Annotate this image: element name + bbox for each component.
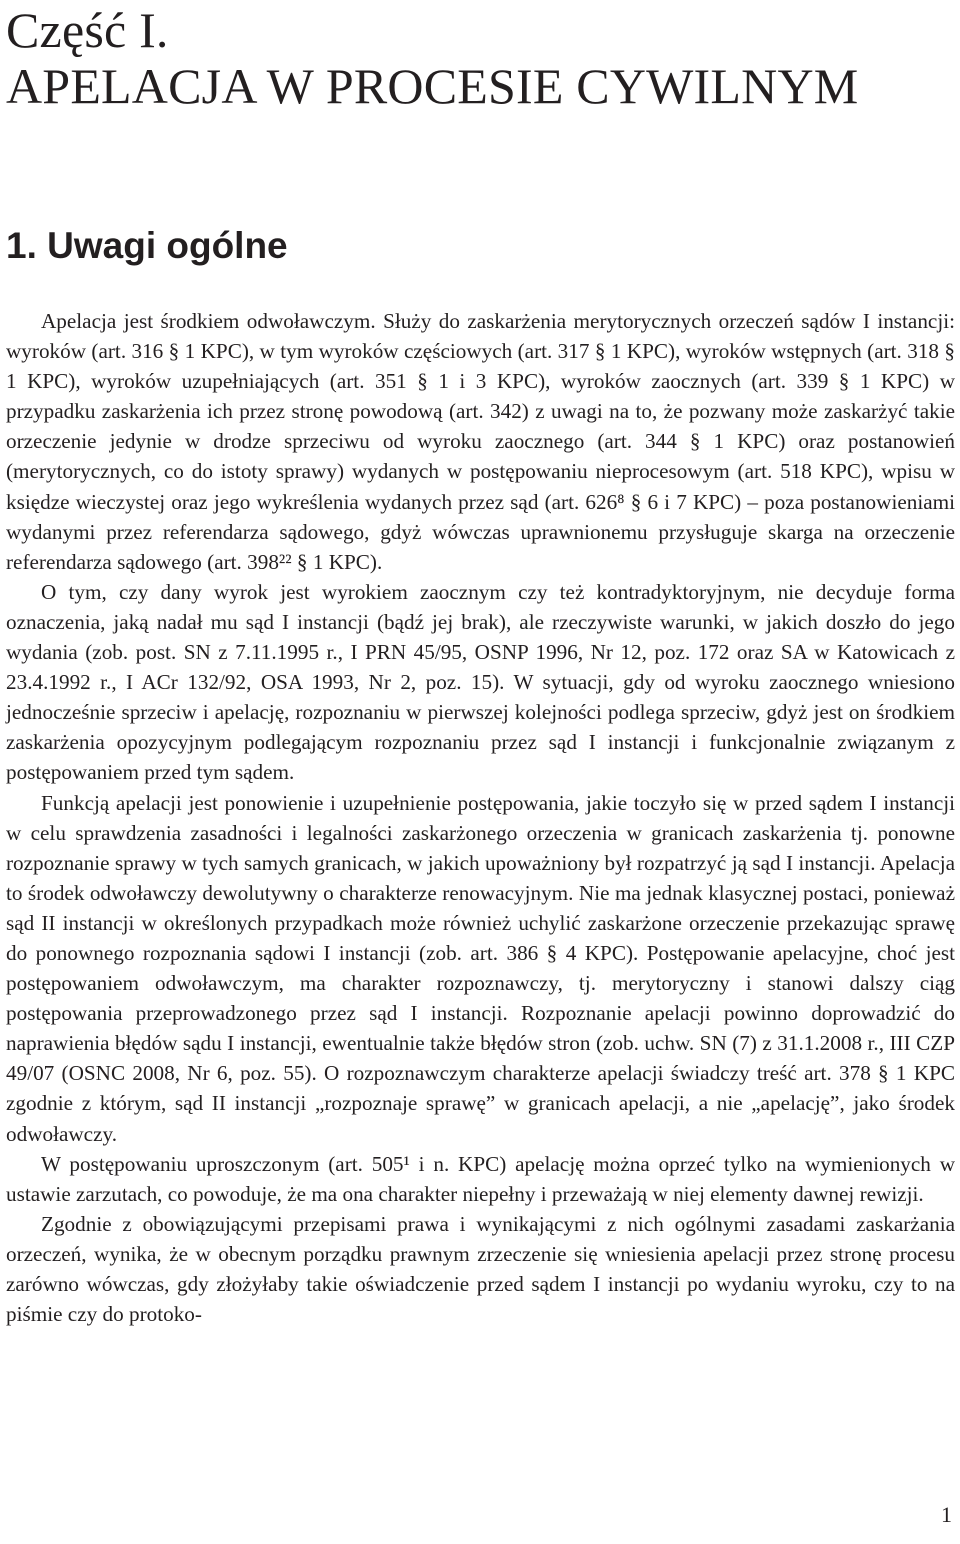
paragraph: O tym, czy dany wyrok jest wyrokiem zaocznym czy też kontradyktoryjnym, nie decyduje forma oznaczenia, jaką nadał mu sąd I instancji (bądź jej brak), ale rzeczywiste warunki, w jakich doszło do jego wydania (zob. post. SN z 7.11.1995 r., I PRN 45/95, OSNP 1996, Nr 12, poz. 172 oraz SA w Katowicach z 23.4.1992 r., I ACr 132/92, OSA 1993, Nr 2, poz. 15). W sytuacji, gdy od wyroku zaocznego wniesiono jednocześnie sprzeciw i apelację, rozpoznaniu w pierwszej kolejności podlega sprzeciw, gdyż jest on środkiem zaskarżenia opozycyjnym podlegającym rozpoznaniu przez sąd I instancji i funkcjonalnie związanym z postępowaniem przed tym sądem. <box>6 579 955 785</box>
paragraph: Apelacja jest środkiem odwoławczym. Służy do zaskarżenia merytorycznych orzeczeń sądów I instancji: wyroków (art. 316 § 1 KPC), w tym wyroków częściowych (art. 317 § 1 KPC), wyroków wstępnych (art. 318 § 1 KPC), wyroków uzupełniających (art. 351 § 1 i 3 KPC), wyroków zaocznych (art. 339 § 1 KPC) w przypadku zaskarżenia ich przez stronę powodową (art. 342) z uwagi na to, że pozwany może zaskarżyć takie orzeczenie jedynie w drodze sprzeciwu od wyroku zaocznego (art. 344 § 1 KPC) oraz postanowień (merytorycznych, co do istoty sprawy) wydanych w postępowaniu nieprocesowym (art. 518 KPC), wpisu w księdze wieczystej oraz jego wykreślenia wydanych przez sąd (art. 626⁸ § 6 i 7 KPC) – poza postanowieniami wydanymi przez referendarza sądowego, gdyż wówczas uprawnionemu przysługuje skarga na orzeczenie referendarza sądowego (art. 398²² § 1 KPC). <box>6 309 955 574</box>
paragraph: Funkcją apelacji jest ponowienie i uzupełnienie postępowania, jakie toczyło się w przed sądem I instancji w celu sprawdzenia zasadności i legalności zaskarżonego orzeczenia w granicach zaskarżenia tj. ponowne rozpoznanie sprawy w tych samych granicach, w jakich upoważniony był rozpatrzyć ją sąd I instancji. Apelacja to środek odwoławczy dewolutywny o charakterze renowacyjnym. Nie ma jednak klasycznej postaci, ponieważ sąd II instancji w określonych przypadkach może również uchylić zaskarżone orzeczenie przekazując sprawę do ponownego rozpoznania sądowi I instancji (zob. art. 386 § 4 KPC). Postępowanie apelacyjne, choć jest postępowaniem odwoławczym, ma charakter rozpoznawczy, tj. merytoryczny i stanowi dalszy ciąg postępowania przeprowadzonego przez sąd I instancji. Rozpoznanie apelacji powinno doprowadzić do naprawienia błędów sądu I instancji, ewentualnie także błędów stron (zob. uchw. SN (7) z 31.1.2008 r., III CZP 49/07 (OSNC 2008, Nr 6, poz. 55). O rozpoznawczym charakterze apelacji świadczy treść art. 378 § 1 KPC zgodnie z którym, sąd II instancji „rozpoznaje sprawę” w granicach apelacji, a nie „apelację”, jako środek odwoławczy. <box>6 790 955 1146</box>
body-text <box>6 306 955 1329</box>
part-number: Część I. <box>6 2 169 58</box>
part-title <box>6 2 956 114</box>
paragraph: Zgodnie z obowiązującymi przepisami prawa i wynikającymi z nich ogólnymi zasadami zaskarżania orzeczeń, wynika, że w obecnym porządku prawnym zrzeczenie się wniesienia apelacji przez stronę procesu zarówno wówczas, gdy złożyłaby takie oświadczenie przed sądem I instancji po wydaniu wyroku, czy to na piśmie czy do protoko- <box>6 1211 955 1327</box>
section-title: 1. Uwagi ogólne <box>6 225 288 266</box>
page-number: 1 <box>941 1502 952 1527</box>
part-heading: APELACJA W PROCESIE CYWILNYM <box>6 58 859 114</box>
paragraph: W postępowaniu uproszczonym (art. 505¹ i n. KPC) apelację można oprzeć tylko na wymienionych w ustawie zarzutach, co powoduje, że ma ona charakter niepełny i przeważają w niej elementy dawnej rewizji. <box>6 1151 955 1206</box>
